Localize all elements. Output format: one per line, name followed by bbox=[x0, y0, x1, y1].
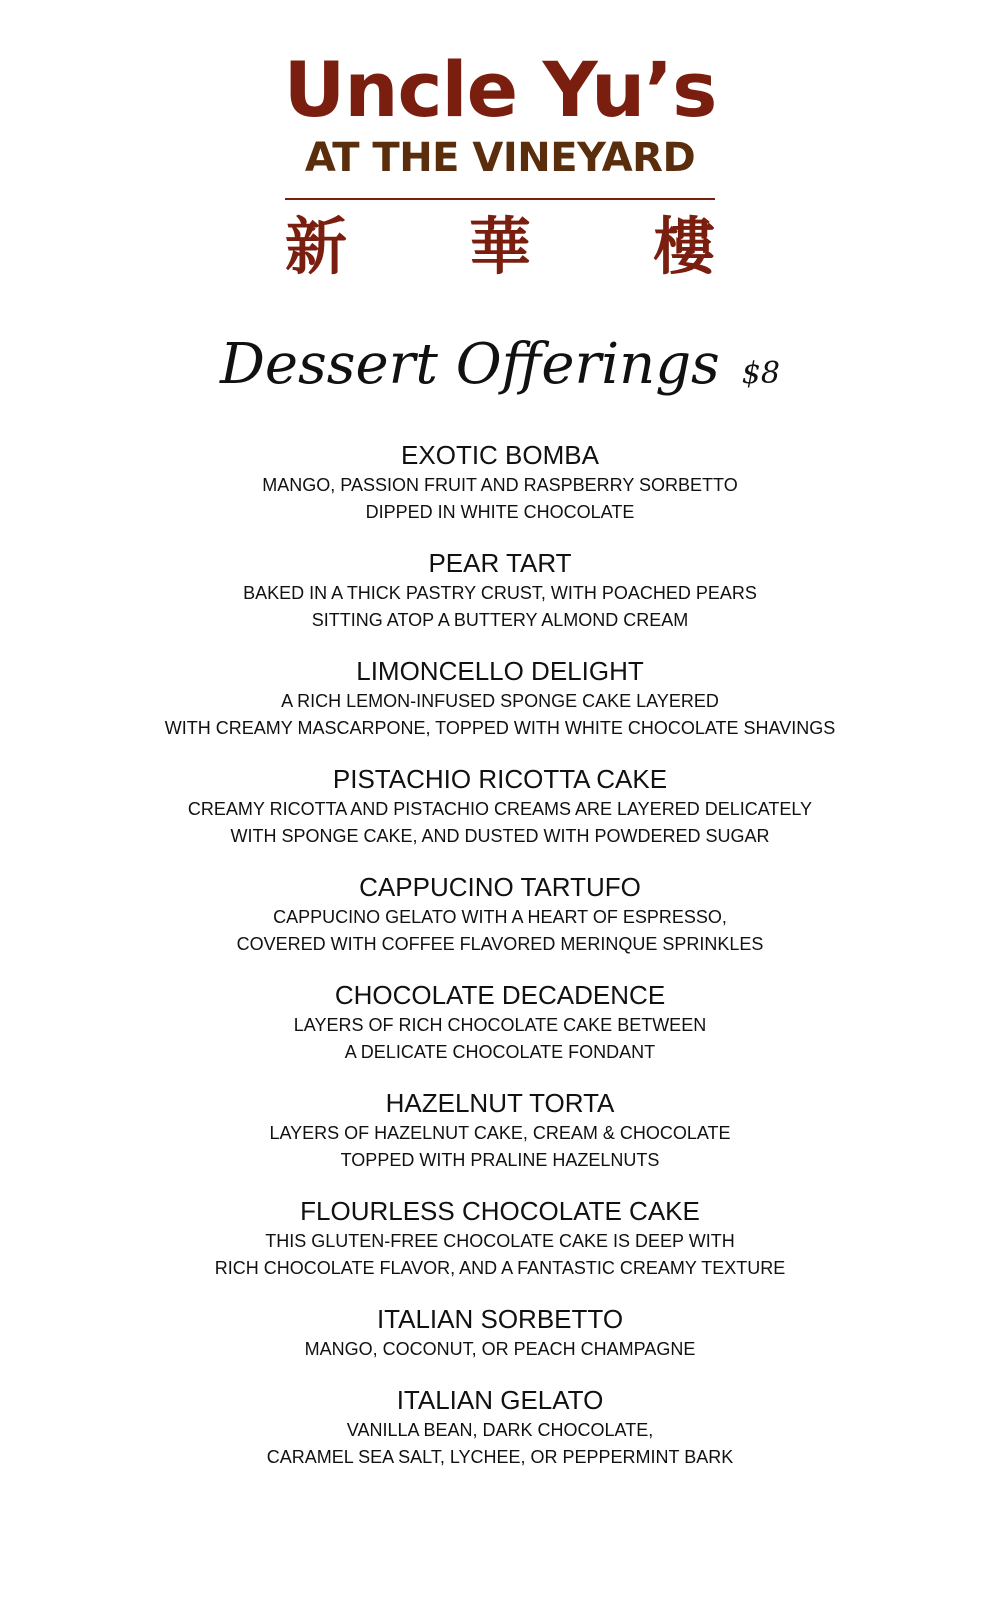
menu-item-description: A RICH LEMON-INFUSED SPONGE CAKE LAYERED bbox=[281, 691, 719, 711]
logo-subtitle: AT THE VINEYARD bbox=[304, 135, 696, 181]
menu-item-description: VANILLA BEAN, DARK CHOCOLATE, bbox=[346, 1420, 654, 1440]
menu-item-description: LAYERS OF HAZELNUT CAKE, CREAM & CHOCOLATE bbox=[269, 1123, 731, 1143]
menu-item bbox=[0, 1302, 1000, 1363]
menu-item-description: CARAMEL SEA SALT, LYCHEE, OR PEPPERMINT BARK bbox=[266, 1447, 734, 1467]
dessert-menu-list bbox=[0, 438, 1000, 1491]
menu-item-description: DIPPED IN WHITE CHOCOLATE bbox=[365, 502, 635, 522]
menu-item bbox=[0, 546, 1000, 634]
menu-item bbox=[0, 438, 1000, 526]
logo-name: Uncle Yu’s bbox=[283, 45, 717, 134]
logo-chinese-name bbox=[285, 212, 715, 282]
menu-item bbox=[0, 870, 1000, 958]
menu-item bbox=[0, 1086, 1000, 1174]
menu-item-name: PEAR TART bbox=[428, 548, 572, 578]
menu-item-description: BAKED IN A THICK PASTRY CRUST, WITH POACHED PEARS bbox=[243, 583, 757, 603]
menu-item-name: ITALIAN GELATO bbox=[396, 1385, 604, 1415]
menu-item-name: LIMONCELLO DELIGHT bbox=[356, 656, 644, 686]
menu-item bbox=[0, 978, 1000, 1066]
menu-item-description: A DELICATE CHOCOLATE FONDANT bbox=[344, 1042, 656, 1062]
menu-item-name: PISTACHIO RICOTTA CAKE bbox=[332, 764, 668, 794]
menu-item bbox=[0, 762, 1000, 850]
menu-heading bbox=[0, 330, 1000, 400]
menu-item-name: CAPPUCINO TARTUFO bbox=[359, 872, 641, 902]
menu-item bbox=[0, 1194, 1000, 1282]
logo-chinese-char-3: 樓 bbox=[652, 210, 715, 283]
menu-price: $8 bbox=[741, 356, 780, 391]
logo-divider bbox=[285, 198, 715, 200]
menu-item-description: WITH CREAMY MASCARPONE, TOPPED WITH WHITE CHOCOLATE SHAVINGS bbox=[164, 718, 836, 738]
menu-item-description: RICH CHOCOLATE FLAVOR, AND A FANTASTIC CREAMY TEXTURE bbox=[214, 1258, 786, 1278]
restaurant-logo bbox=[0, 45, 1000, 283]
logo-chinese-char-1: 新 bbox=[285, 210, 348, 283]
menu-item-name: CHOCOLATE DECADENCE bbox=[334, 980, 666, 1010]
menu-item-description: THIS GLUTEN-FREE CHOCOLATE CAKE IS DEEP WITH bbox=[265, 1231, 735, 1251]
menu-item-description: CREAMY RICOTTA AND PISTACHIO CREAMS ARE LAYERED DELICATELY bbox=[187, 799, 813, 819]
menu-item-description: CAPPUCINO GELATO WITH A HEART OF ESPRESSO, bbox=[273, 907, 727, 927]
menu-item bbox=[0, 654, 1000, 742]
menu-item-description: MANGO, PASSION FRUIT AND RASPBERRY SORBETTO bbox=[262, 475, 738, 495]
menu-item-name: ITALIAN SORBETTO bbox=[376, 1304, 624, 1334]
menu-item-description: LAYERS OF RICH CHOCOLATE CAKE BETWEEN bbox=[293, 1015, 707, 1035]
menu-item-description: WITH SPONGE CAKE, AND DUSTED WITH POWDERED SUGAR bbox=[230, 826, 770, 846]
menu-item-description: MANGO, COCONUT, OR PEACH CHAMPAGNE bbox=[304, 1339, 696, 1359]
menu-item-name: FLOURLESS CHOCOLATE CAKE bbox=[300, 1196, 700, 1226]
logo-chinese-char-2: 華 bbox=[468, 210, 531, 283]
menu-item-name: EXOTIC BOMBA bbox=[401, 440, 599, 470]
menu-item-name: HAZELNUT TORTA bbox=[385, 1088, 615, 1118]
menu-item-description: COVERED WITH COFFEE FLAVORED MERINQUE SPRINKLES bbox=[236, 934, 764, 954]
menu-item bbox=[0, 1383, 1000, 1471]
menu-item-description: SITTING ATOP A BUTTERY ALMOND CREAM bbox=[311, 610, 689, 630]
menu-item-description: TOPPED WITH PRALINE HAZELNUTS bbox=[340, 1150, 660, 1170]
menu-title: Dessert Offerings bbox=[220, 332, 720, 397]
